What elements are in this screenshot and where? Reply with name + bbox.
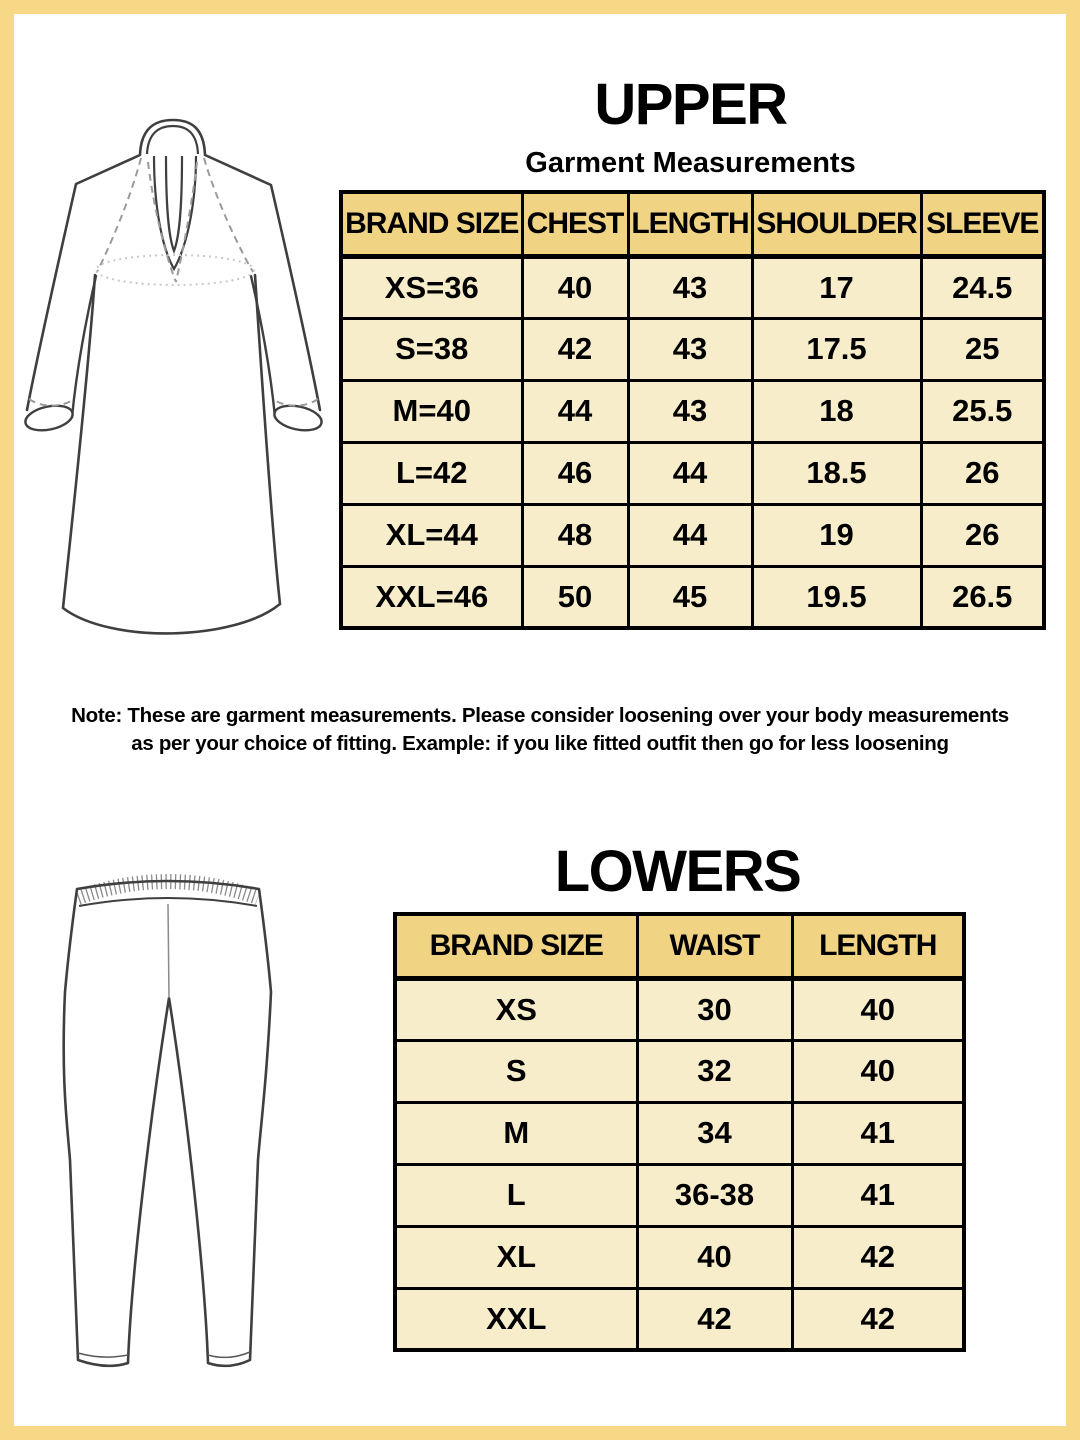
table-cell: 44	[628, 442, 752, 504]
table-cell: 44	[522, 380, 628, 442]
column-header: LENGTH	[628, 192, 752, 256]
table-cell: 32	[637, 1040, 792, 1102]
table-row	[341, 318, 1044, 380]
size-cell: XS	[395, 978, 637, 1040]
size-cell: XXL=46	[341, 566, 522, 628]
table-cell: 19	[752, 504, 921, 566]
column-header: CHEST	[522, 192, 628, 256]
size-cell: XL	[395, 1226, 637, 1288]
table-cell: 17.5	[752, 318, 921, 380]
table-row	[341, 256, 1044, 318]
table-row	[395, 978, 964, 1040]
table-cell: 43	[628, 256, 752, 318]
table-cell: 30	[637, 978, 792, 1040]
column-header: SHOULDER	[752, 192, 921, 256]
table-cell: 26.5	[921, 566, 1044, 628]
column-header: SLEEVE	[921, 192, 1044, 256]
size-cell: M	[395, 1102, 637, 1164]
table-row	[341, 380, 1044, 442]
table-cell: 41	[792, 1102, 964, 1164]
table-cell: 45	[628, 566, 752, 628]
table-cell: 50	[522, 566, 628, 628]
table-cell: 40	[522, 256, 628, 318]
table-row	[395, 1102, 964, 1164]
size-cell: L=42	[341, 442, 522, 504]
column-header: WAIST	[637, 914, 792, 978]
table-cell: 18	[752, 380, 921, 442]
table-cell: 25	[921, 318, 1044, 380]
column-header: LENGTH	[792, 914, 964, 978]
table-row	[395, 1226, 964, 1288]
table-row	[395, 1288, 964, 1350]
note-line-1: Note: These are garment measurements. Please consider loosening over your body measurements	[71, 704, 1009, 727]
size-cell: XL=44	[341, 504, 522, 566]
table-cell: 42	[522, 318, 628, 380]
table-cell: 46	[522, 442, 628, 504]
pants-line-art	[30, 858, 360, 1418]
table-cell: 26	[921, 442, 1044, 504]
size-cell: S	[395, 1040, 637, 1102]
column-header: BRAND SIZE	[341, 192, 522, 256]
table-cell: 24.5	[921, 256, 1044, 318]
column-header: BRAND SIZE	[395, 914, 637, 978]
table-cell: 41	[792, 1164, 964, 1226]
table-row	[341, 504, 1044, 566]
note-line-2: as per your choice of fitting. Example: if you like fitted outfit then go for less loosening	[131, 732, 949, 755]
pants-illustration	[30, 858, 360, 1418]
table-row	[395, 1040, 964, 1102]
table-cell: 34	[637, 1102, 792, 1164]
table-row	[341, 442, 1044, 504]
table-cell: 40	[792, 1040, 964, 1102]
table-cell: 25.5	[921, 380, 1044, 442]
upper-table-header-row	[341, 192, 1044, 256]
table-cell: 19.5	[752, 566, 921, 628]
table-cell: 18.5	[752, 442, 921, 504]
kurta-line-art	[20, 112, 350, 682]
lowers-section-title: LOWERS	[554, 839, 801, 904]
size-cell: XS=36	[341, 256, 522, 318]
table-cell: 44	[628, 504, 752, 566]
size-cell: M=40	[341, 380, 522, 442]
table-cell: 43	[628, 318, 752, 380]
table-cell: 43	[628, 380, 752, 442]
upper-size-table	[339, 190, 1046, 630]
table-cell: 42	[637, 1288, 792, 1350]
table-cell: 48	[522, 504, 628, 566]
lowers-size-table	[393, 912, 966, 1352]
size-cell: L	[395, 1164, 637, 1226]
measurement-note	[40, 702, 1040, 758]
upper-section-subtitle: Garment Measurements	[525, 147, 856, 179]
table-cell: 26	[921, 504, 1044, 566]
lowers-table-header-row	[395, 914, 964, 978]
table-cell: 36-38	[637, 1164, 792, 1226]
table-row	[395, 1164, 964, 1226]
size-cell: XXL	[395, 1288, 637, 1350]
table-cell: 17	[752, 256, 921, 318]
table-cell: 42	[792, 1288, 964, 1350]
table-cell: 40	[637, 1226, 792, 1288]
upper-section-title: UPPER	[594, 72, 787, 137]
table-cell: 42	[792, 1226, 964, 1288]
kurta-illustration	[20, 112, 350, 682]
table-row	[341, 566, 1044, 628]
table-cell: 40	[792, 978, 964, 1040]
size-cell: S=38	[341, 318, 522, 380]
